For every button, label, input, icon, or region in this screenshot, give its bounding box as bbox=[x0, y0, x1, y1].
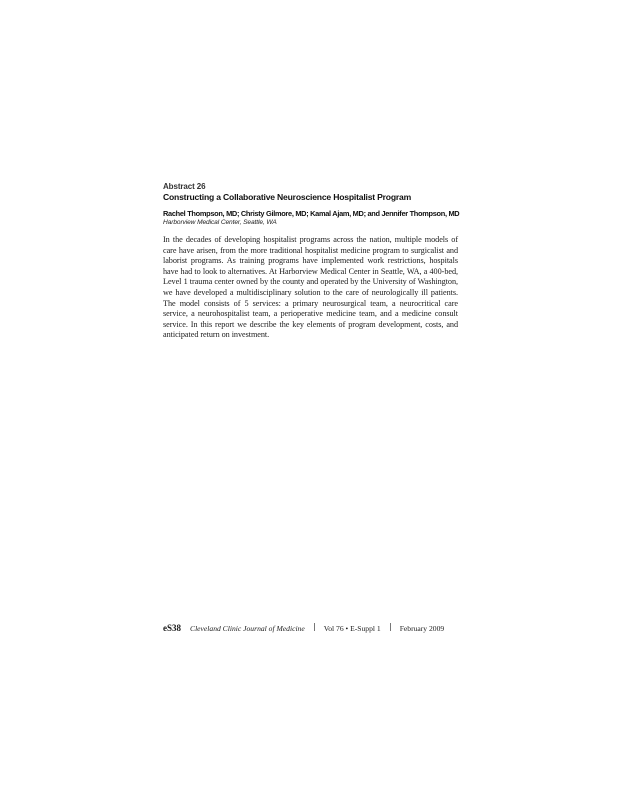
publication-date: February 2009 bbox=[399, 624, 445, 633]
page-number: eS38 bbox=[163, 623, 181, 633]
journal-volume: Vol 76 • E-Suppl 1 bbox=[323, 624, 381, 633]
journal-name: Cleveland Clinic Journal of Medicine bbox=[190, 624, 305, 633]
footer-divider bbox=[314, 623, 315, 631]
abstract-body: In the decades of developing hospitalist programs across the nation, multiple models of care have arisen, from the more traditional hospitalist medicine program to surgicalist and laborist programs. As training programs have implemented work restrictions, hospitals have had to look to alternatives. At Harborview Medical Center in Seattle, WA, a 400-bed, Level 1 trauma center owned by the county and operated by the University of Washington, we have developed a multidisciplinary solution to the care of neurologically ill patients. The model consists of 5 services: a primary neurosurgical team, a neurocritical care service, a neurohospitalist team, a perioperative medicine team, and a medicine consult service. In this report we describe the key elements of program development, costs, and anticipated return on investment. bbox=[163, 235, 458, 340]
abstract-authors: Rachel Thompson, MD; Christy Gilmore, MD; Kamal Ajam, MD; and Jennifer Thompson, MD bbox=[163, 209, 460, 218]
abstract-affiliation: Harborview Medical Center, Seattle, WA bbox=[163, 219, 277, 226]
abstract-number: Abstract 26 bbox=[163, 182, 206, 191]
page-footer bbox=[163, 621, 444, 635]
abstract-block bbox=[163, 181, 458, 341]
footer-divider bbox=[390, 623, 391, 631]
abstract-title: Constructing a Collaborative Neuroscience Hospitalist Program bbox=[163, 192, 412, 202]
